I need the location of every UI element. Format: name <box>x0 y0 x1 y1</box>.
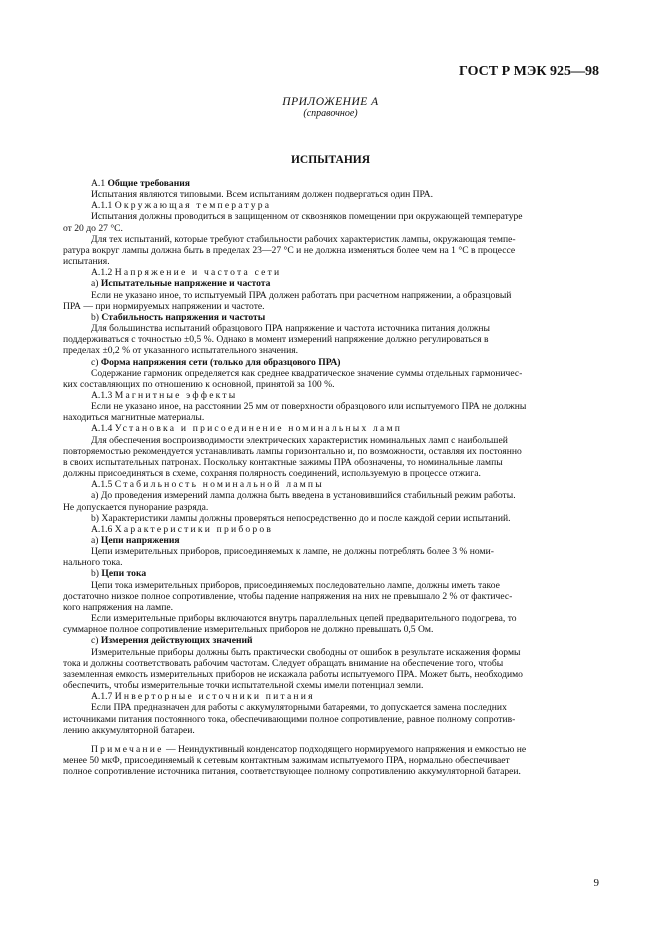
paragraph: Если измерительные приборы включаются внутрь параллельных цепей предварительного подогрева, то суммарное полное сопротивление измерительных приборов не должно превышать 0,5 Ом. <box>63 613 517 636</box>
appendix-subtitle: (справочное) <box>303 108 358 119</box>
subheading-b: b) Цепи тока <box>91 568 147 580</box>
paragraph: Испытания являются типовыми. Всем испытаниям должен подвергаться один ПРА. <box>91 189 433 201</box>
heading-a16: А.1.6 Характеристики приборов <box>91 523 274 535</box>
subheading-a: а) Испытательные напряжение и частота <box>91 278 271 290</box>
paragraph: Если не указано иное, на расстоянии 25 мм от поверхности образцового или испытуемого ПРА не должны находиться магнитные материалы. <box>63 401 527 424</box>
paragraph: b) Характеристики лампы должны проверяться непосредственно до и после каждой серии испытаний. <box>91 512 511 524</box>
paragraph: Для тех испытаний, которые требуют стабильности рабочих характеристик лампы, окружающая темпе- ратура вокруг лампы должна быть в пределах 23—27 °С и не должна изменяться более чем на 1 °С в процессе испытания. <box>63 233 516 268</box>
paragraph: Измерительные приборы должны быть практически свободны от ошибок в результате искажения формы тока и должны соответствовать рабочим частотам. Следует обращать внимание на обеспечение того, чтобы заземленная емкость измерительных приборов не искажала работы испытуемого ПРА. Может быть, необходимо обеспечить, чтобы измерительные точки испытательной схемы имели потенциал земли. <box>63 646 523 692</box>
note: Примечание — Неиндуктивный конденсатор подходящего нормируемого напряжения и емкостью не менее 50 мкФ, присоединяемый к сетевым контактным зажимам испытуемого ПРА, нормально обеспечивает полное сопротивление источника питания, соответствующее полному сопротивлению аккумуляторной батареи. <box>63 743 527 778</box>
subheading-b: b) Стабильность напряжения и частоты <box>91 311 266 323</box>
subheading-c: с) Измерения действующих значений <box>91 635 253 647</box>
paragraph: Для большинства испытаний образцового ПРА напряжение и частота источника питания должны поддерживаться с точностью ±0,5 %. Однако в момент измерений напряжение должно регулироваться в пределах ±0,2 % от указанного испытательного значения. <box>63 323 490 357</box>
paragraph: Содержание гармоник определяется как среднее квадратическое значение суммы отдельных гармоничес- ких составляющих по отношению к основной, принятой за 100 %. <box>63 367 523 390</box>
heading-a13: А.1.3 Магнитные эффекты <box>91 389 238 401</box>
subheading-a: а) Цепи напряжения <box>91 535 180 546</box>
heading-a12: А.1.2 Напряжение и частота сети <box>91 267 282 279</box>
heading-a1: А.1 Общие требования <box>91 178 190 189</box>
heading-a15: А.1.5 Стабильность номинальной лампы <box>91 479 324 491</box>
heading-a14: А.1.4 Установка и присоединение номинальных ламп <box>91 423 403 435</box>
page-number: 9 <box>593 877 599 889</box>
paragraph: а) До проведения измерений лампа должна быть введена в установившийся стабильный режим работы. Не допускается пунорание разряда. <box>63 490 516 513</box>
section-title: ИСПЫТАНИЯ <box>290 154 371 166</box>
standard-header: ГОСТ Р МЭК 925—98 <box>459 64 599 79</box>
paragraph: Если не указано иное, то испытуемый ПРА должен работать при расчетном напряжении, а образцовый ПРА — при нормируемых напряжении и частоте. <box>63 289 512 312</box>
document-body <box>63 178 600 778</box>
subheading-c: с) Форма напряжения сети (только для образцового ПРА) <box>91 356 341 368</box>
paragraph: Испытания должны проводиться в защищенном от сквозняков помещении при окружающей температуре от 20 до 27 °С. <box>63 211 523 234</box>
paragraph: Для обеспечения воспроизводимости электрических характеристик номинальных ламп с наибольшей повторяемостью рекомендуется устанавливать лампы горизонтально и, по возможности, оставляя их постоянно в своих испытательных патронах. Поскольку контактные зажимы ПРА обозначены, то номинальные лампы должны присоединяться в схеме, сохраняя полярность соединений, используемую в процессе отжига. <box>63 434 522 480</box>
heading-a17: А.1.7 Инверторные источники питания <box>91 691 315 703</box>
paragraph: Цепи тока измерительных приборов, присоединяемых последовательно лампе, должны иметь такое достаточно низкое полное сопротивление, чтобы падение напряжения на них не превышало 2 % от фактичес- кого напряжения на лампе. <box>63 579 513 613</box>
heading-a11: А.1.1 Окружающая температура <box>91 200 272 212</box>
appendix-title: ПРИЛОЖЕНИЕ А <box>282 96 379 108</box>
paragraph: Если ПРА предназначен для работы с аккумуляторными батареями, то допускается замена последних источниками питания постоянного тока, обеспечивающими полное сопротивление, равное полному сопротив- лению аккумуляторной батареи. <box>63 702 516 736</box>
paragraph: Цепи измерительных приборов, присоединяемых к лампе, не должны потреблять более 3 % номи- нального тока. <box>63 546 494 569</box>
